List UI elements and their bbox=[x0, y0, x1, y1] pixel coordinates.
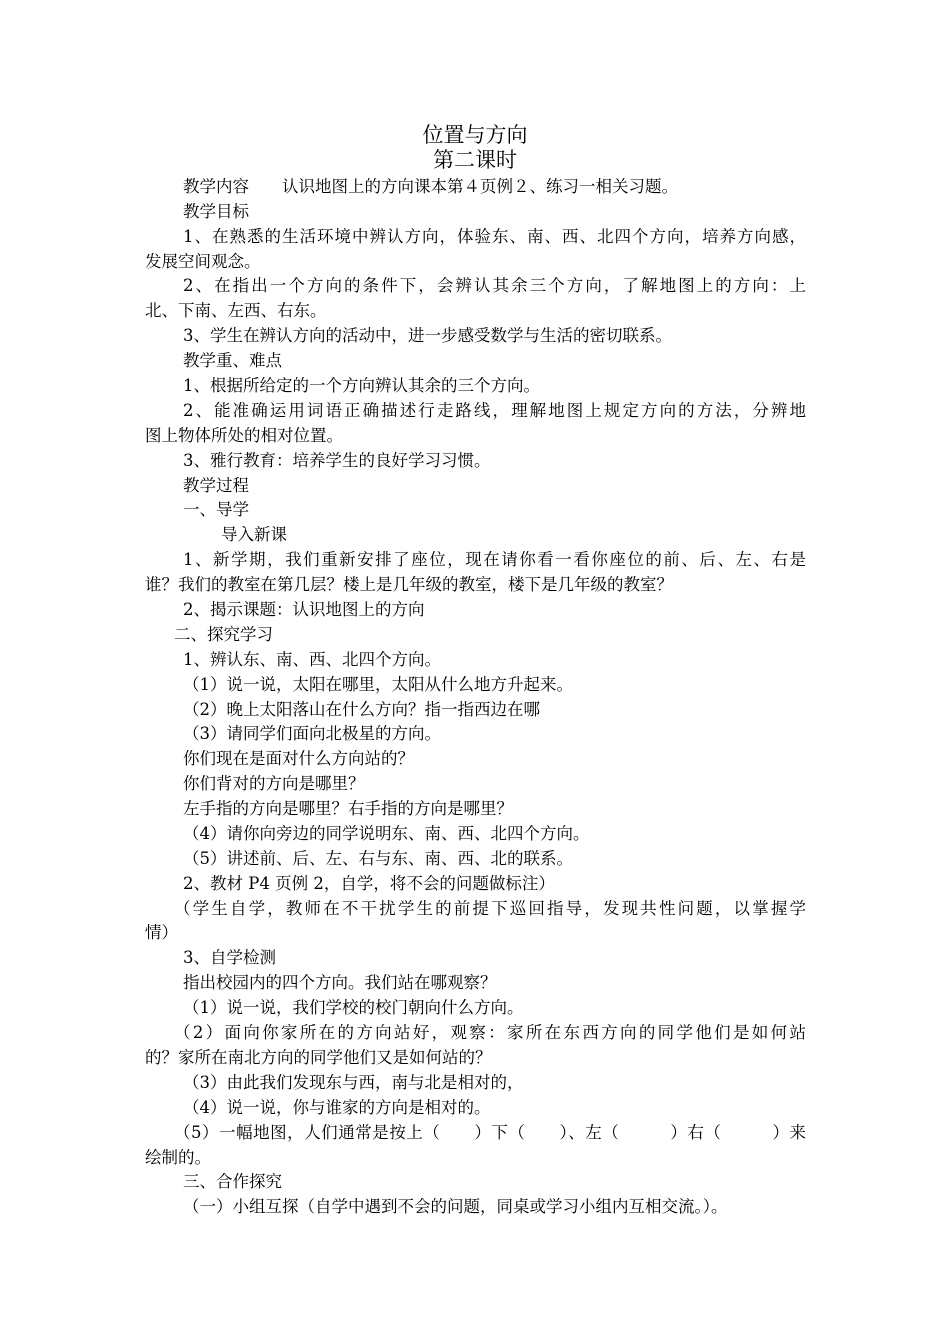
text-line: （1）说一说，我们学校的校门朝向什么方向。 bbox=[183, 998, 524, 1017]
text-line: 1、新学期，我们重新安排了座位，现在请你看一看你座位的前、后、左、右是 bbox=[183, 550, 806, 569]
text-line: 教学过程 bbox=[183, 476, 249, 495]
text-line: 你们背对的方向是哪里？ bbox=[183, 774, 365, 793]
text-line: 左手指的方向是哪里？右手指的方向是哪里？ bbox=[183, 799, 513, 818]
text-line: 教学内容 认识地图上的方向课本第４页例２、练习一相关习题。 bbox=[183, 177, 678, 196]
text-line: 你们现在是面对什么方向站的？ bbox=[183, 749, 414, 768]
text-line: （3）由此我们发现东与西，南与北是相对的， bbox=[183, 1073, 524, 1092]
text-line: （5）讲述前、后、左、右与东、南、西、北的联系。 bbox=[183, 849, 573, 868]
text-line: 3、雅行教育：培养学生的良好学习习惯。 bbox=[183, 451, 491, 470]
text-line: （3）请同学们面向北极星的方向。 bbox=[183, 724, 441, 743]
text-line: （4）请你向旁边的同学说明东、南、西、北四个方向。 bbox=[183, 824, 590, 843]
text-line: 3、学生在辨认方向的活动中，进一步感受数学与生活的密切联系。 bbox=[183, 326, 672, 345]
text-line: 3、自学检测 bbox=[183, 948, 276, 967]
text-line: （1）说一说，太阳在哪里，太阳从什么地方升起来。 bbox=[183, 675, 573, 694]
text-line: 1、根据所给定的一个方向辨认其余的三个方向。 bbox=[183, 376, 540, 395]
text-line: 2、教材 P4 页例 2，自学，将不会的问题做标注） bbox=[183, 874, 555, 893]
text-line: （4）说一说，你与谁家的方向是相对的。 bbox=[183, 1098, 491, 1117]
text-line: 1、在熟悉的生活环境中辨认方向，体验东、南、西、北四个方向，培养方向感， bbox=[183, 227, 806, 246]
text-line: （2）面向你家所在的方向站好，观察：家所在东西方向的同学他们是如何站 bbox=[174, 1023, 806, 1042]
text-line: 情） bbox=[145, 923, 178, 942]
text-line: 1、辨认东、南、西、北四个方向。 bbox=[183, 650, 441, 669]
text-line: 三、合作探究 bbox=[183, 1172, 282, 1191]
text-line: （2）晚上太阳落山在什么方向？指一指西边在哪 bbox=[183, 700, 540, 719]
text-line: 的？家所在南北方向的同学他们又是如何站的？ bbox=[145, 1048, 492, 1067]
text-line: （5）一幅地图，人们通常是按上（ ）下（ ）、左（ ）右（ ）来 bbox=[174, 1123, 806, 1142]
text-line: 绘制的。 bbox=[145, 1148, 211, 1167]
text-line: 2、揭示课题：认识地图上的方向 bbox=[183, 600, 425, 619]
text-line: 指出校园内的四个方向。我们站在哪观察？ bbox=[183, 973, 497, 992]
text-line: （一）小组互探（自学中遇到不会的问题，同桌或学习小组内互相交流。）。 bbox=[183, 1197, 728, 1216]
text-line: 教学重、难点 bbox=[183, 351, 282, 370]
document-title: 位置与方向 bbox=[422, 123, 528, 147]
document-subtitle: 第二课时 bbox=[433, 148, 517, 172]
text-line: 北、下南、左西、右东。 bbox=[145, 301, 327, 320]
text-line: 谁？我们的教室在第几层？楼上是几年级的教室，楼下是几年级的教室？ bbox=[145, 575, 673, 594]
text-line: 二、探究学习 bbox=[174, 625, 273, 644]
text-line: （学生自学，教师在不干扰学生的前提下巡回指导，发现共性问题，以掌握学 bbox=[174, 899, 806, 918]
text-line: 2、在指出一个方向的条件下，会辨认其余三个方向，了解地图上的方向：上 bbox=[183, 276, 806, 295]
text-line: 图上物体所处的相对位置。 bbox=[145, 426, 343, 445]
text-line: 发展空间观念。 bbox=[145, 252, 261, 271]
text-line: 一、导学 bbox=[183, 500, 249, 519]
text-line: 教学目标 bbox=[183, 202, 249, 221]
text-line: 导入新课 bbox=[221, 525, 287, 544]
text-line: 2、能准确运用词语正确描述行走路线，理解地图上规定方向的方法，分辨地 bbox=[183, 401, 806, 420]
